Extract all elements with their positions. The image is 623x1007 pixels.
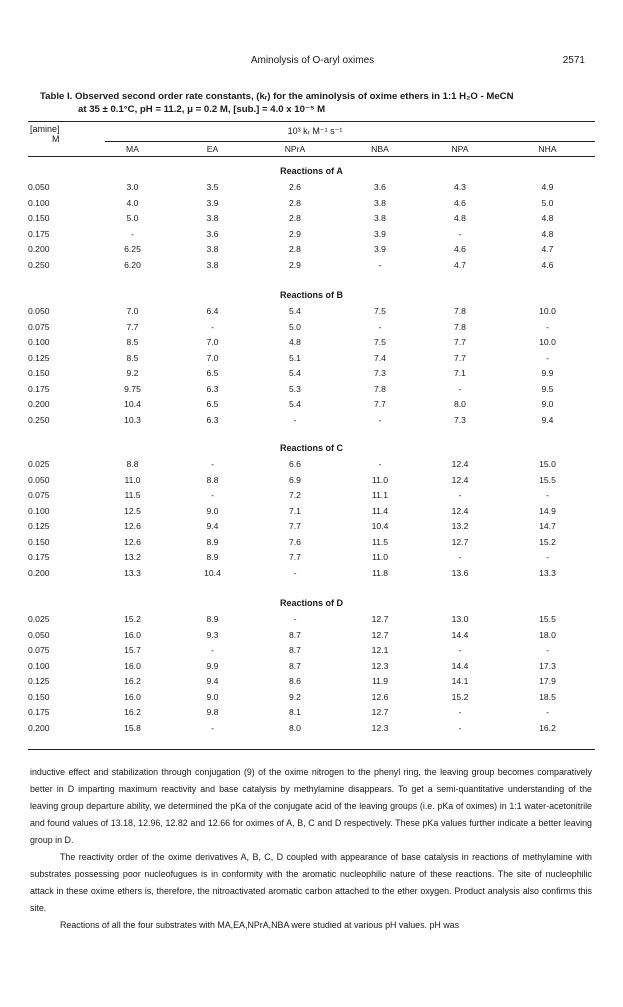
value-cell: 13.2 <box>124 552 141 562</box>
section-title-d: Reactions of D <box>279 598 343 608</box>
value-cell: - <box>293 614 297 624</box>
value-cell: 14.4 <box>451 629 469 640</box>
amine-cell: 0.050 <box>28 474 50 485</box>
amine-header-unit: M <box>52 134 60 144</box>
value-cell: 15.2 <box>451 691 469 702</box>
value-cell: 7.5 <box>374 337 386 347</box>
amine-cell: 0.025 <box>28 614 50 624</box>
table-row <box>28 519 595 535</box>
body-paragraph-3: Reactions of all the four substrates with MA,EA,NPrA,NBA were studied at various pH values. pH was <box>60 920 460 930</box>
value-cell: 9.9 <box>541 368 554 378</box>
value-cell: 4.3 <box>454 182 466 192</box>
value-cell: 4.7 <box>454 259 466 270</box>
value-cell: 10.3 <box>124 414 141 425</box>
value-cell: 3.6 <box>206 228 219 239</box>
value-cell: 3.9 <box>374 228 386 239</box>
running-title: Aminolysis of O-aryl oximes <box>250 55 375 66</box>
table-row <box>28 457 595 473</box>
value-cell: 7.8 <box>454 306 466 316</box>
value-cell: - <box>378 321 382 332</box>
value-cell: 6.5 <box>206 399 219 409</box>
value-cell: 5.0 <box>126 213 139 223</box>
value-cell: 3.6 <box>374 182 386 192</box>
value-cell: 8.9 <box>206 536 219 547</box>
value-cell: 4.8 <box>541 213 554 223</box>
table-row <box>28 550 595 566</box>
value-cell: 12.7 <box>371 629 389 640</box>
amine-cell: 0.125 <box>28 676 50 686</box>
value-cell: 3.8 <box>206 244 219 254</box>
value-cell: - <box>546 321 549 332</box>
amine-cell: 0.175 <box>28 228 50 239</box>
value-cell: 9.75 <box>124 383 141 394</box>
value-cell: 7.3 <box>374 368 386 378</box>
value-cell: 13.0 <box>451 614 469 624</box>
value-cell: 6.20 <box>124 259 141 270</box>
value-cell: 2.9 <box>289 228 301 239</box>
value-cell: 3.8 <box>374 197 386 208</box>
value-cell: 2.8 <box>289 213 301 223</box>
value-cell: 12.4 <box>451 474 469 485</box>
value-cell: 7.0 <box>206 337 219 347</box>
value-cell: 7.0 <box>206 352 219 363</box>
value-cell: 11.5 <box>371 536 389 547</box>
value-cell: 13.3 <box>539 567 556 578</box>
value-cell: - <box>211 459 214 469</box>
value-cell: 12.7 <box>451 536 469 547</box>
amine-cell: 0.050 <box>28 182 50 192</box>
section-table-a <box>28 180 595 273</box>
value-cell: - <box>546 490 549 500</box>
table-row <box>28 242 595 258</box>
table-caption-line-1: Table I. Observed second order rate constants, (kᵣ) for the aminolysis of oxime ethers in 1:1 H₂O - MeCN <box>40 91 514 102</box>
running-header <box>40 55 585 69</box>
rate-constant-header: 10³ kᵣ M⁻¹ s⁻¹ <box>287 126 343 136</box>
value-cell: 11.0 <box>371 552 389 562</box>
value-cell: 8.7 <box>289 629 301 640</box>
value-cell: 8.5 <box>126 337 139 347</box>
value-cell: 10.0 <box>539 306 556 316</box>
table-row <box>28 304 595 320</box>
value-cell: 2.6 <box>289 182 301 192</box>
value-cell: - <box>546 645 549 655</box>
amine-cell: 0.025 <box>28 459 50 469</box>
value-cell: 4.0 <box>126 197 139 208</box>
table-row <box>28 504 595 520</box>
value-cell: - <box>546 707 549 717</box>
value-cell: 4.7 <box>541 244 554 254</box>
value-cell: 6.9 <box>289 474 301 485</box>
value-cell: 2.9 <box>289 259 301 270</box>
section-table-c <box>28 457 595 581</box>
table-row <box>28 488 595 504</box>
value-cell: - <box>458 645 462 655</box>
value-cell: 4.8 <box>454 213 466 223</box>
value-cell: 4.6 <box>541 259 554 270</box>
table-caption-line-2: at 35 ± 0.1°C, pH = 11.2, μ = 0.2 M, [sub.] = 4.0 x 10⁻⁵ M <box>78 104 326 115</box>
value-cell: - <box>211 321 214 332</box>
value-cell: 6.6 <box>289 459 301 469</box>
amine-cell: 0.075 <box>28 645 50 655</box>
value-cell: 7.8 <box>374 383 386 394</box>
value-cell: 5.1 <box>289 352 301 363</box>
value-cell: 10.4 <box>371 521 389 531</box>
value-cell: 8.0 <box>289 722 301 733</box>
value-cell: 16.0 <box>124 660 141 671</box>
amine-cell: 0.100 <box>28 337 50 347</box>
header-bottom-rule <box>28 156 595 157</box>
value-cell: 7.5 <box>374 306 386 316</box>
column-header-nba: NBA <box>371 144 389 154</box>
table-row <box>28 320 595 336</box>
value-cell: 8.9 <box>206 614 219 624</box>
body-paragraph-2: The reactivity order of the oxime derivatives A, B, C, D coupled with appearance of base catalysis in reactions of methylamine with substrates possessing poor nucleofugues is in conformity with the aromatic nucleophilic nature of these reactions. The site of nucleophilic attack in these oxime ethers is, therefore, the nitroactivated aromatic carbon attached to the ether oxygen. Product analysis also confirms this site. <box>30 852 592 913</box>
value-cell: - <box>458 552 462 562</box>
table-row <box>28 366 595 382</box>
value-cell: 11.1 <box>371 490 389 500</box>
value-cell: 15.8 <box>124 722 141 733</box>
value-cell: 2.8 <box>289 197 301 208</box>
value-cell: 6.3 <box>206 414 219 425</box>
value-cell: 16.2 <box>124 707 141 717</box>
value-cell: 15.7 <box>124 645 141 655</box>
amine-cell: 0.200 <box>28 567 50 578</box>
value-cell: 12.3 <box>371 722 389 733</box>
value-cell: 17.9 <box>539 676 556 686</box>
column-header-ma: MA <box>126 144 139 154</box>
value-cell: 17.3 <box>539 660 556 671</box>
value-cell: 3.5 <box>206 182 219 192</box>
value-cell: 11.0 <box>371 474 389 485</box>
value-cell: - <box>211 490 214 500</box>
value-cell: 8.8 <box>206 474 219 485</box>
amine-cell: 0.175 <box>28 707 50 717</box>
table-row <box>28 721 595 737</box>
value-cell: 9.4 <box>541 414 554 425</box>
table-row <box>28 659 595 675</box>
table-row <box>28 473 595 489</box>
value-cell: 8.0 <box>454 399 466 409</box>
section-title-a: Reactions of A <box>280 166 343 176</box>
value-cell: 9.4 <box>206 521 219 531</box>
value-cell: 11.5 <box>124 490 141 500</box>
value-cell: 14.7 <box>539 521 556 531</box>
value-cell: 5.0 <box>289 321 301 332</box>
table-row <box>28 643 595 659</box>
table-top-rule <box>28 121 595 122</box>
table-row <box>28 413 595 429</box>
value-cell: 11.9 <box>371 676 389 686</box>
amine-header-label: [amine] <box>30 124 60 134</box>
value-cell: - <box>458 707 462 717</box>
value-cell: 5.3 <box>289 383 301 394</box>
value-cell: 12.7 <box>371 614 389 624</box>
value-cell: 7.7 <box>374 399 386 409</box>
value-cell: - <box>546 552 549 562</box>
section-table-b <box>28 304 595 428</box>
value-cell: 5.4 <box>289 399 301 409</box>
value-cell: 9.8 <box>206 707 219 717</box>
amine-cell: 0.150 <box>28 536 50 547</box>
value-cell: 4.8 <box>289 337 301 347</box>
column-header-nha: NHA <box>538 144 557 154</box>
amine-cell: 0.200 <box>28 399 50 409</box>
value-cell: 9.4 <box>206 676 219 686</box>
table-row <box>28 382 595 398</box>
value-cell: 4.8 <box>541 228 554 239</box>
value-cell: 8.5 <box>126 352 139 363</box>
value-cell: 15.2 <box>124 614 141 624</box>
value-cell: 7.6 <box>289 536 301 547</box>
table-row <box>28 335 595 351</box>
value-cell: 8.1 <box>289 707 301 717</box>
value-cell: 15.5 <box>539 614 556 624</box>
page-number: 2571 <box>562 55 585 66</box>
value-cell: - <box>211 722 214 733</box>
value-cell: - <box>458 383 462 394</box>
value-cell: 13.3 <box>124 567 141 578</box>
value-cell: - <box>458 228 462 239</box>
amine-cell: 0.150 <box>28 691 50 702</box>
value-cell: 18.0 <box>539 629 556 640</box>
section-title-b: Reactions of B <box>279 290 343 300</box>
value-cell: 10.4 <box>204 567 221 578</box>
amine-cell: 0.250 <box>28 414 50 425</box>
value-cell: 8.6 <box>289 676 301 686</box>
value-cell: 3.0 <box>126 182 139 192</box>
table-row <box>28 397 595 413</box>
value-cell: 9.0 <box>541 399 554 409</box>
value-cell: 14.9 <box>539 505 556 516</box>
table-bottom-rule <box>28 749 595 750</box>
value-cell: 12.1 <box>371 645 389 655</box>
value-cell: 8.7 <box>289 660 301 671</box>
value-cell: 11.4 <box>371 505 389 516</box>
value-cell: 4.9 <box>541 182 554 192</box>
value-cell: 11.8 <box>371 567 389 578</box>
value-cell: 16.0 <box>124 629 141 640</box>
amine-cell: 0.200 <box>28 722 50 733</box>
value-cell: 9.9 <box>206 660 219 671</box>
table-row <box>28 674 595 690</box>
value-cell: 4.6 <box>454 244 466 254</box>
table-row <box>28 227 595 243</box>
value-cell: 13.2 <box>451 521 469 531</box>
value-cell: 3.8 <box>374 213 386 223</box>
value-cell: 7.4 <box>374 352 386 363</box>
value-cell: - <box>293 414 297 425</box>
section-title-c: Reactions of C <box>279 443 343 453</box>
table-row <box>28 196 595 212</box>
table-row <box>28 705 595 721</box>
value-cell: - <box>546 352 549 363</box>
value-cell: 3.8 <box>206 213 219 223</box>
table-row <box>28 566 595 582</box>
value-cell: - <box>378 459 382 469</box>
table-row <box>28 351 595 367</box>
amine-cell: 0.150 <box>28 368 50 378</box>
value-cell: - <box>293 567 297 578</box>
value-cell: 12.6 <box>124 536 141 547</box>
amine-cell: 0.250 <box>28 259 50 270</box>
column-header-npa: NPA <box>451 144 469 154</box>
amine-cell: 0.125 <box>28 521 50 531</box>
value-cell: 6.25 <box>124 244 141 254</box>
value-cell: 3.8 <box>206 259 219 270</box>
value-cell: 3.9 <box>206 197 219 208</box>
amine-cell: 0.100 <box>28 197 50 208</box>
amine-cell: 0.050 <box>28 306 50 316</box>
value-cell: 7.8 <box>454 321 466 332</box>
table-row <box>28 211 595 227</box>
body-text <box>30 764 592 934</box>
value-cell: 3.9 <box>374 244 386 254</box>
value-cell: 6.5 <box>206 368 219 378</box>
value-cell: 7.2 <box>289 490 301 500</box>
table-row <box>28 535 595 551</box>
table-row <box>28 180 595 196</box>
value-cell: - <box>378 259 382 270</box>
table-row <box>28 690 595 706</box>
value-cell: 5.4 <box>289 368 301 378</box>
amine-cell: 0.075 <box>28 490 50 500</box>
value-cell: - <box>458 490 462 500</box>
amine-cell: 0.200 <box>28 244 50 254</box>
value-cell: 14.1 <box>451 676 469 686</box>
value-cell: 12.6 <box>124 521 141 531</box>
value-cell: 12.4 <box>451 505 469 516</box>
amine-cell: 0.125 <box>28 352 50 363</box>
value-cell: 9.3 <box>206 629 219 640</box>
value-cell: 12.7 <box>371 707 389 717</box>
value-cell: - <box>378 414 382 425</box>
amine-cell: 0.100 <box>28 660 50 671</box>
amine-cell: 0.175 <box>28 383 50 394</box>
body-paragraph-1: inductive effect and stabilization through conjugation (9) of the oxime nitrogen to the phenyl ring, the leaving group becomes comparatively better in D imparting maximum reactivity and base catalysis by methylamine disappears. To get a semi-quantitative understanding of the leaving group departure ability, we determined the pKa of the conjugate acid of the leaving groups (i.e. pKa of oximes) in 1:1 water-acetonitrile and found values of 13.18, 12.96, 12.82 and 12.66 for oximes of A, B, C and D respectively. These pKa values further indicate a better leaving group in D. <box>30 767 592 845</box>
value-cell: 6.3 <box>206 383 219 394</box>
value-cell: 12.5 <box>124 505 141 516</box>
value-cell: 16.2 <box>124 676 141 686</box>
value-cell: 7.7 <box>454 337 466 347</box>
value-cell: 5.0 <box>541 197 554 208</box>
value-cell: 9.2 <box>126 368 139 378</box>
value-cell: 7.1 <box>289 505 301 516</box>
amine-cell: 0.150 <box>28 213 50 223</box>
value-cell: 15.2 <box>539 536 556 547</box>
value-cell: 7.0 <box>126 306 139 316</box>
value-cell: 9.0 <box>206 505 219 516</box>
value-cell: 12.4 <box>451 459 469 469</box>
value-cell: 8.9 <box>206 552 219 562</box>
value-cell: 6.4 <box>206 306 219 316</box>
value-cell: 8.7 <box>289 645 301 655</box>
value-cell: 2.8 <box>289 244 301 254</box>
value-cell: 13.6 <box>451 567 469 578</box>
value-cell: 12.6 <box>371 691 389 702</box>
value-cell: - <box>211 645 214 655</box>
value-cell: 9.2 <box>289 691 301 702</box>
value-cell: 4.6 <box>454 197 466 208</box>
value-cell: 16.2 <box>539 722 556 733</box>
table-row <box>28 628 595 644</box>
value-cell: 7.7 <box>289 521 301 531</box>
value-cell: 14.4 <box>451 660 469 671</box>
column-header-npra: NPrA <box>284 144 306 154</box>
value-cell: 15.5 <box>539 474 556 485</box>
value-cell: - <box>458 722 462 733</box>
value-cell: 9.5 <box>541 383 554 394</box>
value-cell: 8.8 <box>126 459 139 469</box>
value-cell: 15.0 <box>539 459 556 469</box>
column-header-ea: EA <box>206 144 219 154</box>
amine-header <box>30 124 60 144</box>
value-cell: 10.0 <box>539 337 556 347</box>
value-cell: 9.0 <box>206 691 219 702</box>
value-cell: 5.4 <box>289 306 301 316</box>
section-table-d <box>28 612 595 736</box>
table-row <box>28 612 595 628</box>
value-cell: - <box>131 228 134 239</box>
value-cell: 12.3 <box>371 660 389 671</box>
value-cell: 7.7 <box>126 321 139 332</box>
value-cell: 10.4 <box>124 399 141 409</box>
amine-cell: 0.050 <box>28 629 50 640</box>
value-cell: 7.1 <box>454 368 466 378</box>
amine-cell: 0.175 <box>28 552 50 562</box>
value-cell: 11.0 <box>124 474 141 485</box>
table-caption <box>40 90 585 116</box>
value-cell: 7.7 <box>454 352 466 363</box>
amine-cell: 0.100 <box>28 505 50 516</box>
amine-cell: 0.075 <box>28 321 50 332</box>
value-cell: 18.5 <box>539 691 556 702</box>
value-cell: 16.0 <box>124 691 141 702</box>
value-cell: 7.7 <box>289 552 301 562</box>
table-row <box>28 258 595 274</box>
value-cell: 7.3 <box>454 414 466 425</box>
